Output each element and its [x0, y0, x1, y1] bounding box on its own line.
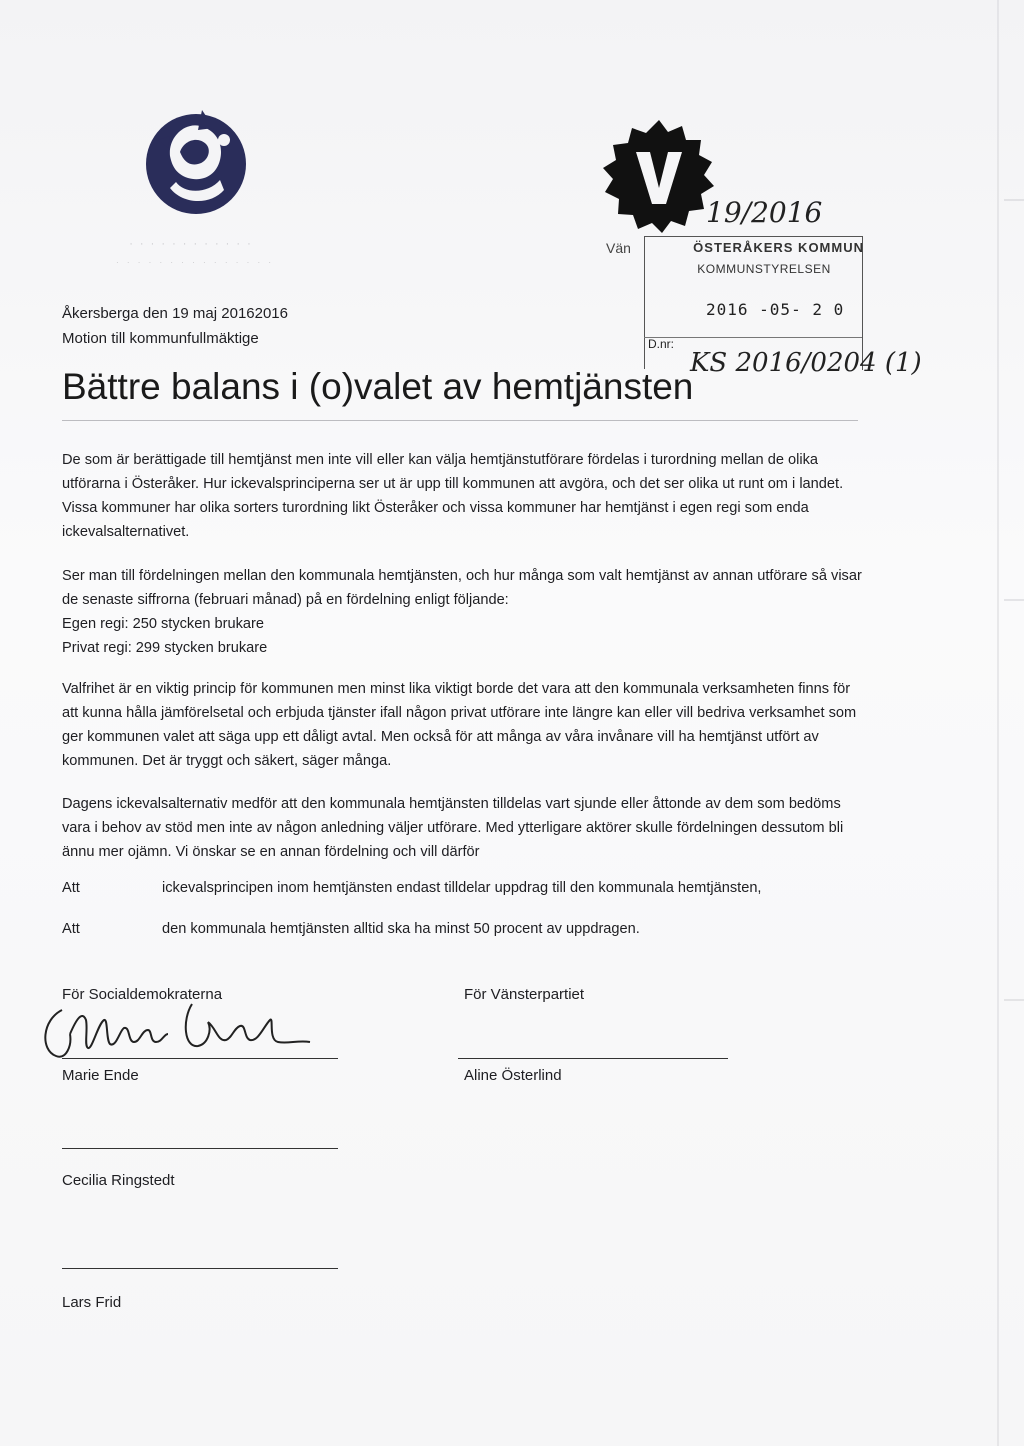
vansterpartiet-label-fragment: Vän: [606, 240, 631, 256]
stamp-dnr-label: D.nr:: [648, 337, 675, 351]
document-type: Motion till kommunfullmäktige: [62, 330, 259, 347]
title-divider: [62, 420, 858, 421]
paragraph-2-text: Ser man till fördelningen mellan den kommunala hemtjänsten, och hur många som valt hemtjänst av annan utförare så visar de senaste siffrorna (februari månad) på en fördelning enligt följande:: [62, 568, 862, 608]
proposal-label: Att: [62, 921, 80, 937]
proposal-label: Att: [62, 880, 80, 896]
place-and-date: Åkersberga den 19 maj 20162016: [62, 305, 288, 322]
stamp-divider: [644, 337, 862, 338]
signature-label-vansterpartiet: För Vänsterpartiet: [464, 986, 585, 1003]
stamp-organization: ÖSTERÅKERS KOMMUN: [693, 240, 864, 255]
handwritten-dnr: KS 2016/0204 (1): [690, 348, 922, 378]
signature-line-2: [458, 1058, 728, 1059]
signer-name-3: Cecilia Ringstedt: [62, 1172, 175, 1189]
paragraph-4: Dagens ickevalsalternativ medför att den kommunala hemtjänsten tilldelas vart sjunde eller åttonde av dem som bedöms vara i behov av stöd men inte av någon anledning väljer utförare. Med ytterligare aktörer skulle fördelningen dessutom bli ännu mer ojämn. Vi önskar se en annan fördelning och vill därför: [62, 796, 844, 860]
page-title: Bättre balans i (o)valet av hemtjänsten: [62, 366, 694, 407]
stamp-date: 2016 -05- 2 0: [706, 300, 845, 319]
vansterpartiet-v-icon: [600, 118, 718, 236]
social-democrats-rose-icon: [140, 100, 252, 222]
signer-name-1: Marie Ende: [62, 1067, 139, 1084]
faint-logo-caption-2: · · · · · · · · · · · · · · ·: [115, 258, 275, 267]
signature-line-4: [62, 1268, 338, 1269]
proposal-text: den kommunala hemtjänsten alltid ska ha minst 50 procent av uppdragen.: [162, 921, 640, 937]
stamp-department: KOMMUNSTYRELSEN: [697, 262, 831, 276]
paragraph-1: De som är berättigade till hemtjänst men inte vill eller kan välja hemtjänstutförare fördelas i turordning mellan de olika utförarna i Österåker. Hur ickevalsprinciperna ser ut är upp till kommunen att avgöra, och det ser olika ut runt om i landet. Vissa kommuner har olika sorters turordning likt Österåker och vissa kommuner har hemtjänst i egen regi som enda ickevalsalternativet.: [62, 452, 844, 540]
faint-logo-caption: · · · · · · · · · · · ·: [129, 238, 253, 250]
signer-name-4: Lars Frid: [62, 1294, 122, 1311]
paragraph-2-own-regi: Egen regi: 250 stycken brukare: [62, 616, 264, 632]
signature-line-3: [62, 1148, 338, 1149]
handwritten-number: 19/2016: [706, 196, 823, 229]
proposal-text: ickevalsprincipen inom hemtjänsten endast tilldelar uppdrag till den kommunala hemtjänsten,: [162, 880, 762, 896]
paragraph-2-private-regi: Privat regi: 299 stycken brukare: [62, 640, 268, 656]
paragraph-3: Valfrihet är en viktig princip för kommunen men minst lika viktigt borde det vara att den kommunala verksamheten finns för att kunna hålla jämförelsetal och erbjuda tjänster ifall någon privat utförare inte längre kan eller vill bedriva verksamhet som ger kommunen valet att säga upp ett dåligt avtal. Men också för att många av våra invånare vill ha hemtjänst utfört av kommunen. Det är tryggt och säkert, säger många.: [62, 681, 857, 769]
paragraph-2: [62, 564, 862, 660]
signature-line-1: [62, 1058, 338, 1059]
scan-edge-marks: [996, 0, 1024, 1446]
signature-label-social-democrats: För Socialdemokraterna: [62, 986, 223, 1003]
signer-name-2: Aline Österlind: [464, 1067, 562, 1084]
